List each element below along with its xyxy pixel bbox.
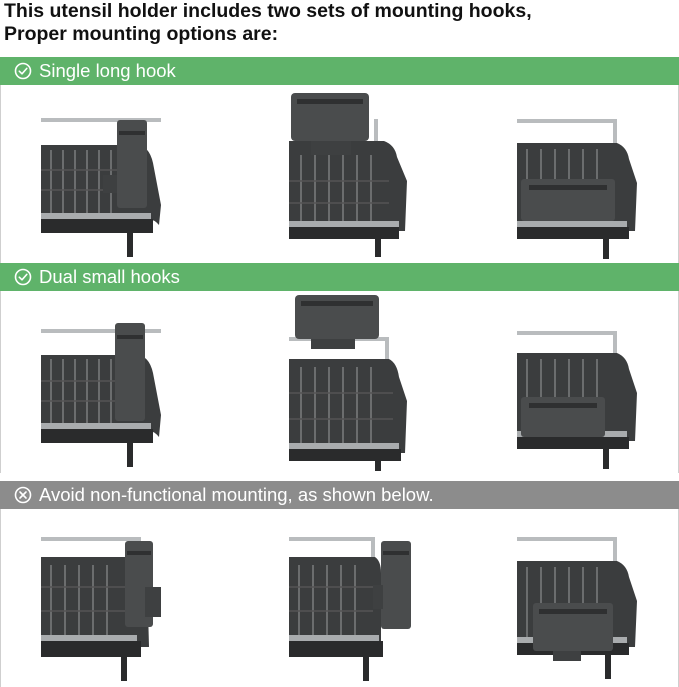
section-dual-small-hooks-header	[0, 263, 679, 291]
section-single-long-hook-header	[0, 57, 679, 85]
rack-photo	[289, 293, 409, 471]
rack-photo	[517, 325, 637, 471]
check-circle-icon	[14, 62, 32, 80]
heading-line-2: Proper mounting options are:	[4, 23, 279, 45]
check-circle-icon	[14, 268, 32, 286]
section-avoid-mounting-header	[0, 481, 679, 509]
section-dual-small-hooks-photos	[0, 291, 679, 473]
section-label: Dual small hooks	[39, 266, 180, 287]
section-label: Single long hook	[39, 60, 176, 81]
rack-photo	[517, 119, 637, 263]
rack-photo	[289, 537, 413, 685]
rack-photo	[41, 115, 161, 263]
rack-photo	[41, 321, 161, 471]
section-avoid-mounting-photos	[0, 509, 679, 687]
heading	[4, 0, 674, 46]
rack-photo	[289, 91, 409, 263]
x-circle-icon	[14, 486, 32, 504]
heading-line-1: This utensil holder includes two sets of mounting hooks,	[4, 0, 532, 22]
section-label: Avoid non-functional mounting, as shown below.	[39, 484, 434, 505]
rack-photo	[41, 537, 161, 685]
rack-photo	[517, 537, 637, 685]
section-single-long-hook-photos	[0, 85, 679, 263]
